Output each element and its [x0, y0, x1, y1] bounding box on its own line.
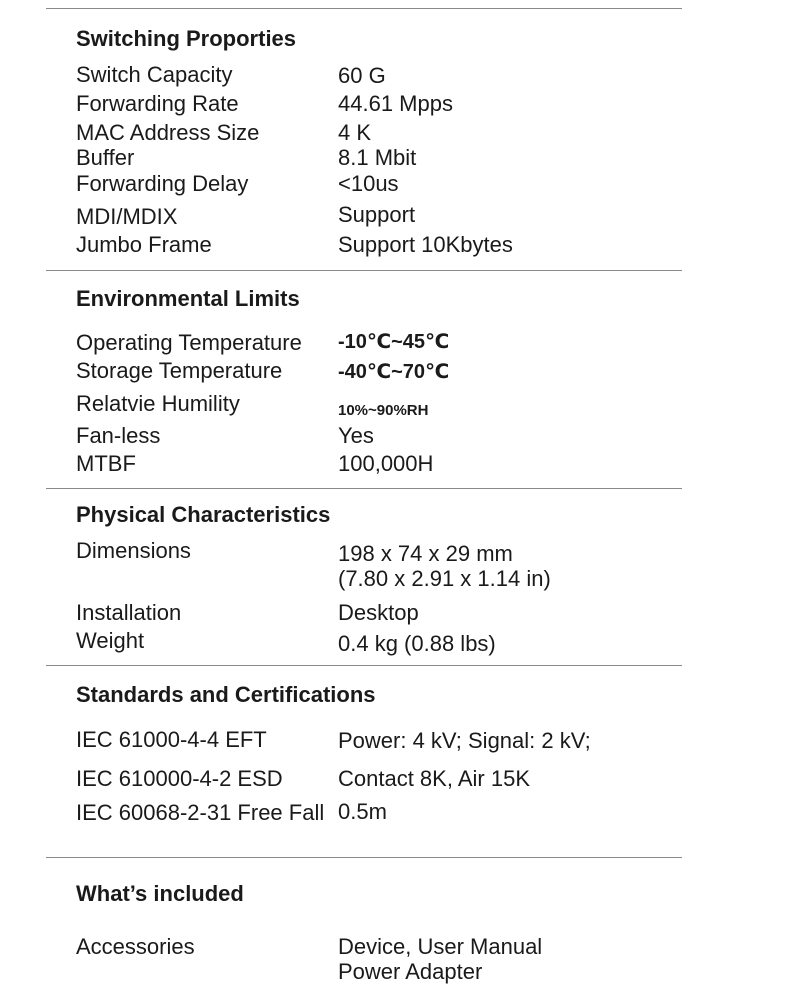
spec-label-installation: Installation: [76, 600, 182, 625]
divider: [46, 665, 682, 666]
spec-value-iec-eft: Power: 4 kV; Signal: 2 kV;: [338, 728, 591, 753]
spec-value-switch-capacity: 60 G: [338, 63, 386, 88]
spec-label-operating-temperature: Operating Temperature: [76, 330, 302, 355]
spec-label-storage-temperature: Storage Temperature: [76, 358, 283, 383]
spec-value-installation: Desktop: [338, 600, 419, 625]
spec-label-mtbf: MTBF: [76, 451, 136, 476]
spec-label-iec-esd: IEC 610000-4-2 ESD: [76, 766, 283, 791]
spec-value-accessories-line1: Device, User Manual: [338, 934, 543, 959]
spec-value-mac-address-size: 4 K: [338, 120, 372, 145]
spec-label-jumbo-frame: Jumbo Frame: [76, 232, 212, 257]
spec-value-jumbo-frame: Support 10Kbytes: [338, 232, 513, 257]
spec-label-dimensions: Dimensions: [76, 538, 191, 563]
spec-label-switch-capacity: Switch Capacity: [76, 62, 233, 87]
spec-value-iec-free-fall: 0.5m: [338, 799, 387, 824]
spec-label-forwarding-rate: Forwarding Rate: [76, 91, 239, 116]
divider: [46, 8, 682, 9]
spec-label-mac-address-size: MAC Address Size: [76, 120, 260, 145]
spec-label-mdi-mdix: MDI/MDIX: [76, 204, 178, 229]
spec-value-dimensions-in: (7.80 x 2.91 x 1.14 in): [338, 566, 551, 591]
spec-value-fan-less: Yes: [338, 423, 374, 448]
spec-value-forwarding-rate: 44.61 Mpps: [338, 91, 453, 116]
spec-label-accessories: Accessories: [76, 934, 195, 959]
spec-value-storage-temperature: -40℃~70℃: [338, 361, 450, 383]
spec-label-iec-eft: IEC 61000-4-4 EFT: [76, 727, 267, 752]
spec-label-forwarding-delay: Forwarding Delay: [76, 171, 249, 196]
spec-value-relative-humidity: 10%~90%RH: [338, 402, 429, 419]
section-title-standards: Standards and Certifications: [76, 682, 376, 707]
spec-value-dimensions-mm: 198 x 74 x 29 mm: [338, 541, 513, 566]
spec-value-buffer: 8.1 Mbit: [338, 145, 417, 170]
divider: [46, 270, 682, 271]
spec-label-fan-less: Fan-less: [76, 423, 161, 448]
spec-value-mdi-mdix: Support: [338, 202, 416, 227]
section-title-environmental: Environmental Limits: [76, 286, 300, 311]
spec-label-buffer: Buffer: [76, 145, 135, 170]
spec-value-mtbf: 100,000H: [338, 451, 434, 476]
spec-value-iec-esd: Contact 8K, Air 15K: [338, 766, 530, 791]
section-title-switching: Switching Proporties: [76, 26, 297, 51]
spec-value-accessories-line2: Power Adapter: [338, 959, 483, 984]
spec-label-iec-free-fall: IEC 60068-2-31 Free Fall: [76, 800, 325, 825]
spec-label-relative-humidity: Relatvie Humility: [76, 391, 240, 416]
divider: [46, 488, 682, 489]
divider: [46, 857, 682, 858]
section-title-included: What’s included: [76, 881, 244, 906]
spec-value-operating-temperature: -10℃~45℃: [338, 331, 450, 353]
spec-value-weight: 0.4 kg (0.88 lbs): [338, 631, 496, 656]
spec-label-weight: Weight: [76, 628, 145, 653]
section-title-physical: Physical Characteristics: [76, 502, 331, 527]
spec-value-forwarding-delay: <10us: [338, 171, 399, 196]
